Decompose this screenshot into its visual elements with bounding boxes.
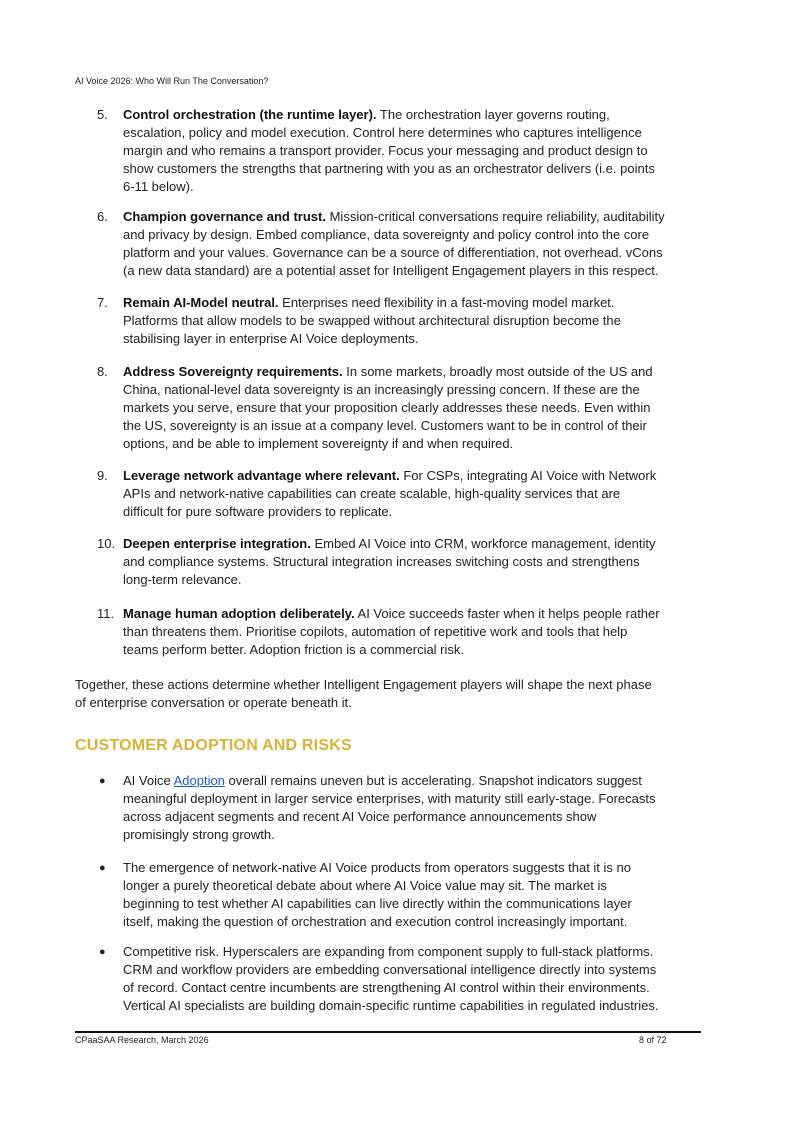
item-lead: Control orchestration (the runtime layer).: [123, 107, 377, 122]
bullet-line: itself, making the question of orchestration and execution control increasingly important.: [123, 914, 628, 929]
item-line: [123, 294, 621, 312]
bullet-line: CRM and workflow providers are embedding conversational intelligence directly into systems: [123, 962, 657, 977]
item-line: show customers the strengths that partnering with you as an orchestrator delivers (i.e. points: [123, 161, 655, 176]
item-line: 6-11 below).: [123, 179, 194, 194]
page-number: 8 of 72: [639, 1035, 667, 1045]
bullet-icon: ●: [99, 862, 106, 874]
item-number: 5.: [97, 107, 108, 122]
item-line: and compliance systems. Structural integration increases switching costs and strengthens: [123, 554, 640, 569]
item-line: Platforms that allow models to be swapped without architectural disruption become the: [123, 313, 621, 328]
bullet-line: promisingly strong growth.: [123, 827, 275, 842]
adoption-link[interactable]: Adoption: [173, 773, 225, 788]
item-text: Enterprises need flexibility in a fast-moving model market.: [278, 295, 615, 310]
item-line: platform and your values. Governance can be a source of differentiation, not overhead. vCons: [123, 245, 663, 260]
item-text: For CSPs, integrating AI Voice with Network: [399, 468, 657, 483]
summary-line: Together, these actions determine whether Intelligent Engagement players will shape the next phase: [75, 677, 652, 692]
summary-line: of enterprise conversation or operate beneath it.: [75, 695, 352, 710]
footer-divider: [75, 1031, 701, 1033]
footer-left: CPaaSAA Research, March 2026: [75, 1035, 209, 1045]
bullet-icon: ●: [99, 946, 106, 958]
item-line: and privacy by design. Embed compliance, data sovereignty and policy control into the core: [123, 227, 650, 242]
item-lead: Address Sovereignty requirements.: [123, 364, 343, 379]
item-lead: Manage human adoption deliberately.: [123, 606, 355, 621]
bullet-line: [123, 772, 656, 790]
item-line: long-term relevance.: [123, 572, 242, 587]
item-number: 9.: [97, 468, 108, 483]
item-text: The orchestration layer governs routing,: [376, 107, 610, 122]
running-header: AI Voice 2026: Who Will Run The Conversation?: [75, 76, 269, 86]
item-line: stabilising layer in enterprise AI Voice deployments.: [123, 331, 419, 346]
item-number: 10.: [97, 536, 116, 551]
item-number: 11.: [97, 606, 115, 621]
item-line: [123, 605, 660, 623]
item-line: China, national-level data sovereignty is an increasingly pressing concern. If these are the: [123, 382, 640, 397]
item-lead: Leverage network advantage where relevant.: [123, 468, 400, 483]
item-line: teams perform better. Adoption friction is a commercial risk.: [123, 642, 465, 657]
section-heading: CUSTOMER ADOPTION AND RISKS: [75, 737, 352, 754]
item-line: [123, 467, 656, 485]
item-text: Embed AI Voice into CRM, workforce management, identity: [310, 536, 656, 551]
item-line: APIs and network-native capabilities can create scalable, high-quality services that are: [123, 486, 621, 501]
summary-paragraph: [75, 676, 705, 712]
item-text: Mission-critical conversations require reliability, auditability: [325, 209, 665, 224]
bullet-text: AI Voice: [123, 773, 174, 788]
bullet-line: of record. Contact centre incumbents are strengthening AI control within their environments.: [123, 980, 650, 995]
bullet-text: overall remains uneven but is accelerating. Snapshot indicators suggest: [224, 773, 642, 788]
item-lead: Champion governance and trust.: [123, 209, 326, 224]
item-text: In some markets, broadly most outside of the US and: [342, 364, 653, 379]
bullet-line: beginning to test whether AI capabilities can live directly within the communications layer: [123, 896, 632, 911]
bullet-line: Vertical AI specialists are building domain-specific runtime capabilities in regulated industries.: [123, 998, 659, 1013]
bullet-icon: ●: [99, 775, 106, 787]
item-number: 7.: [97, 295, 108, 310]
item-lead: Remain AI-Model neutral.: [123, 295, 279, 310]
bullet-line: across adjacent segments and recent AI Voice performance announcements show: [123, 809, 597, 824]
item-lead: Deepen enterprise integration.: [123, 536, 311, 551]
bullet-line: longer a purely theoretical debate about where AI Voice value may sit. The market is: [123, 878, 607, 893]
item-line: [123, 363, 653, 381]
item-text: AI Voice succeeds faster when it helps people rather: [354, 606, 660, 621]
item-line: [123, 106, 655, 124]
item-line: difficult for pure software providers to replicate.: [123, 504, 393, 519]
item-line: the US, sovereignty is an issue at a company level. Customers want to be in control of their: [123, 418, 647, 433]
item-number: 6.: [97, 209, 108, 224]
item-line: markets you serve, ensure that your proposition clearly addresses these needs. Even within: [123, 400, 651, 415]
item-line: escalation, policy and model execution. Control here determines who captures intelligence: [123, 125, 642, 140]
item-line: options, and be able to implement sovereignty if and when required.: [123, 436, 514, 451]
bullet-line: The emergence of network-native AI Voice products from operators suggests that it is no: [123, 860, 631, 875]
item-line: [123, 535, 656, 553]
item-line: (a new data standard) are a potential asset for Intelligent Engagement players in this respect.: [123, 263, 659, 278]
bullet-line: meaningful deployment in larger service enterprises, with maturity still early-stage. Forecasts: [123, 791, 656, 806]
bullet-line: Competitive risk. Hyperscalers are expanding from component supply to full-stack platforms.: [123, 944, 654, 959]
item-number: 8.: [97, 364, 108, 379]
item-line: than threatens them. Prioritise copilots, automation of repetitive work and tools that help: [123, 624, 628, 639]
item-line: [123, 208, 665, 226]
item-line: margin and who remains a transport provider. Focus your messaging and product design to: [123, 143, 648, 158]
